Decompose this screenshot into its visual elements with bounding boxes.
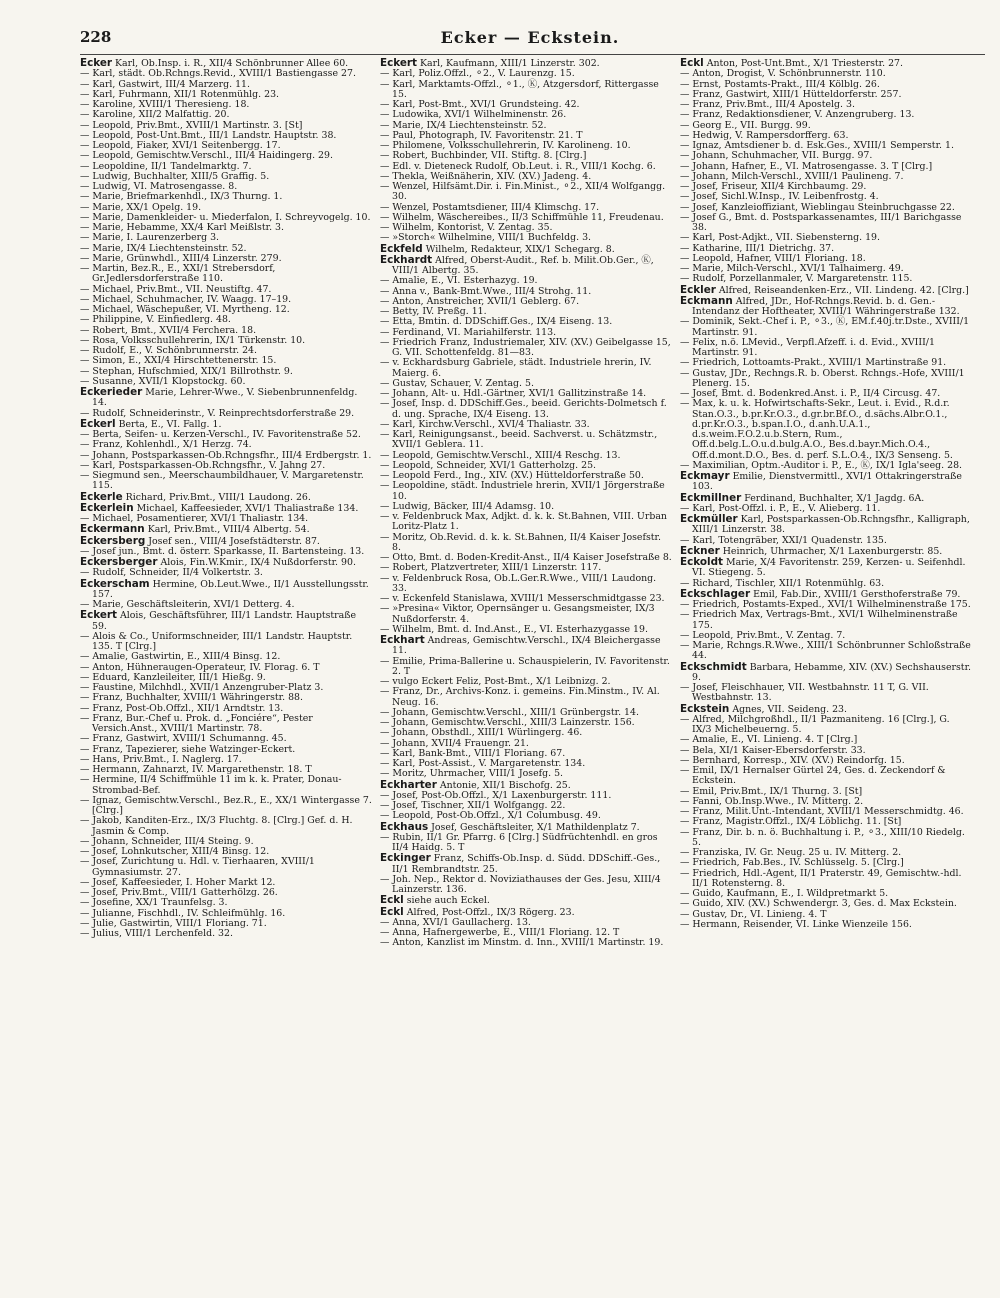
entry-text: — Johann, Schuhmacher, VII. Burgg. 97. (680, 150, 873, 162)
entry-text: — Robert, Buchbinder, VII. Stiftg. 8. [Clrg.] (380, 150, 587, 162)
entry-text: — Georg E., VII. Burgg. 99. (680, 119, 811, 131)
entry-text: — Josef G., Bmt. d. Postsparkassenamtes, III/1 Barichgasse 38. (680, 211, 962, 233)
entry-text: — Alfred, Milchgroßhdl., II/1 Pazmaniteng. 16 [Clrg.], G. IX/3 Michelbeuerng. 5. (680, 713, 950, 735)
entry-text: — Hermann, Zahnarzt, IV. Margarethenstr. 18. T (80, 764, 312, 775)
entry-text: Alois, Fin.W.Kmir., IX/4 Nußdorferstr. 90. (160, 557, 356, 568)
directory-entry (80, 264, 372, 285)
entry-text: — Marie, IX/4 Liechtensteinstr. 52. (380, 119, 547, 131)
entry-surname: Eckl (380, 894, 404, 907)
entry-surname: Eckerlein (80, 501, 134, 514)
directory-entry (380, 895, 672, 906)
entry-text: — Gustav, Dr., VI. Linieng. 4. T (680, 908, 827, 920)
entry-text: — Faustine, Milchhdl., XVII/1 Anzengruber-Platz 3. (80, 682, 324, 693)
entry-text: Andreas, Gemischtw.Verschl., IX/4 Bleichergasse 11. (392, 635, 661, 657)
entry-text: siehe auch Eckel. (406, 895, 490, 907)
entry-text: Josef, Geschäftsleiter, X/1 Mathildenplatz 7. (431, 821, 640, 833)
entry-text: Karl, Postsparkassen-Ob.Rchngsfhr., Kalligraph, XIII/1 Linzerstr. 38. (692, 514, 970, 536)
entry-text: — Leopold, Post-Unt.Bmt., III/1 Landstr. Hauptstr. 38. (80, 129, 337, 141)
entry-text: — Katharine, III/1 Dietrichg. 37. (680, 242, 835, 254)
entry-text: — Amalie, Gastwirtin, E., XIII/4 Binsg. 12. (80, 651, 281, 663)
entry-text: Antonie, XII/1 Bischofg. 25. (439, 779, 571, 791)
entry-text: — Anton, Kanzlist im Minstm. d. Inn., XVIII/1 Martinstr. 19. (380, 937, 664, 949)
entry-surname: Eckerl (80, 417, 116, 430)
directory-entry (380, 938, 672, 948)
running-head: Ecker — Eckstein. (440, 28, 620, 47)
directory-entry (80, 929, 372, 939)
entry-text: Wilhelm, Redakteur, XIX/1 Schegarg. 8. (425, 243, 615, 255)
entry-text: — Johann, Milch-Verschl., XVIII/1 Paulineng. 7. (680, 170, 904, 182)
entry-text: — Karl, Post-Adjkt., VII. Siebensterng. 19. (680, 232, 880, 244)
directory-entry (80, 579, 372, 601)
entry-surname: Eckerle (80, 490, 123, 503)
entry-text: — Marie, Briefmarkenhdl., IX/3 Thurng. 1. (80, 191, 283, 203)
directory-entry (380, 399, 672, 420)
entry-text: — Friedrich Max, Vertrags-Bmt., XVI/1 Wilhelminenstraße 175. (680, 609, 958, 631)
entry-text: — Robert, Platzvertreter, XIII/1 Linzerstr. 117. (380, 562, 602, 574)
entry-text: — Karl, Marktamts-Offzl., ⚬1., Ⓚ, Atzgersdorf, Rittergasse 15. (380, 78, 659, 100)
entry-text: Karl, Priv.Bmt., VIII/4 Albertg. 54. (147, 524, 310, 536)
entry-text: — Franz, Bur.-Chef u. Prok. d. „Fonciére“, Pester Versich.Anst., XVIII/1 Martinstr. 78. (80, 712, 313, 734)
entry-text: — Leopoldine, II/1 Tandelmarktg. 7. (80, 160, 252, 172)
entry-text: — Franz, Milit.Unt.-Intendant, XVIII/1 Messerschmidtg. 46. (680, 806, 964, 817)
entry-text: — Josef, Sichl.W.Insp., IV. Leibenfrostg. 4. (680, 191, 879, 203)
directory-entry (680, 557, 972, 579)
directory-entry (380, 233, 672, 243)
entry-text: — Franz, Dir. b. n. ö. Buchhaltung i. P., ⚬3., XIII/10 Riedelg. 5. (680, 826, 965, 848)
entry-text: — Karl, Post-Assist., V. Margaretenstr. 134. (380, 758, 586, 769)
directory-entry (380, 80, 672, 101)
directory-entry (680, 399, 972, 461)
entry-text: — Philippine, V. Einfiedlerg. 48. (80, 314, 231, 326)
entry-text: — Amalie, E., VI. Linieng. 4. T [Clrg.] (680, 734, 858, 746)
entry-text: — Rudolf, E., V. Schönbrunnerstr. 24. (80, 345, 257, 356)
entry-text: — Karl, Post-Offzl. i. P., E., V. Alieberg. 11. (680, 502, 881, 514)
entry-text: — Franz, Dr., Archivs-Konz. i. gemeins. Fin.Minstm., IV. Al. Neug. 16. (380, 686, 660, 708)
entry-text: — Emil, IX/1 Hernalser Gürtel 24, Ges. d. Zeckendorf & Eckstein. (680, 765, 946, 787)
column-3 (680, 58, 972, 1283)
directory-entry (680, 683, 972, 704)
entry-text: — Otto, Bmt. d. Boden-Kredit-Anst., II/4 Kaiser Josefstraße 8. (380, 552, 672, 563)
entry-text: — Franz, Priv.Bmt., III/4 Apostelg. 3. (680, 99, 855, 110)
entry-text: Michael, Kaffeesieder, XVI/1 Thaliastraße 134. (136, 502, 359, 514)
entry-surname: Eckschlager (680, 587, 751, 600)
directory-entry (80, 632, 372, 653)
entry-text: — Hans, Priv.Bmt., I. Naglerg. 17. (80, 753, 242, 765)
directory-entry (680, 471, 972, 493)
entry-text: — Ignaz, Amtsdiener b. d. Esk.Ges., XVIII/1 Semperstr. 1. (680, 140, 954, 151)
directory-entry (80, 610, 372, 632)
entry-text: Alfred, JDr., Hof-Rchngs.Revid. b. d. Gen.-Intendanz der Hoftheater, XVIII/1 Währingerstraße 132. (692, 295, 960, 317)
entry-text: Agnes, VII. Seideng. 23. (732, 703, 848, 715)
directory-entry (380, 481, 672, 502)
entry-text: — Leopold Ferd., Ing., XIV. (XV.) Hütteldorferstraße 50. (380, 470, 644, 481)
entry-text: — Leopold, Fiaker, XVI/1 Seitenbergg. 17. (80, 140, 281, 151)
entry-text: — Martin, Bez.R., E., XXI/1 Strebersdorf, Gr.Jedlersdorferstraße 110. (80, 263, 276, 285)
entry-surname: Eckl (680, 58, 704, 69)
entry-text: — Franz, Tapezierer, siehe Watzinger-Eckert. (80, 743, 296, 755)
entry-text: — Karl, Post-Bmt., XVI/1 Grundsteing. 42. (380, 99, 580, 110)
entry-text: — Marie, Grünwhdl., XIII/4 Linzerstr. 279. (80, 252, 282, 264)
entry-text: — Josef, Insp. d. DDSchiff.Ges., beeid. Gerichts-Dolmetsch f. d. ung. Sprache, IX/4 Eiseng. 13. (380, 398, 667, 420)
entry-text: Ferdinand, Buchhalter, X/1 Jagdg. 6A. (744, 492, 925, 504)
entry-text: — Johann, Schneider, III/4 Steing. 9. (80, 835, 254, 847)
directory-entry (680, 920, 972, 930)
entry-text: Anton, Post-Unt.Bmt., X/1 Triesterstr. 27. (706, 58, 903, 69)
entry-text: — Ludwig, Bäcker, III/4 Adamsg. 10. (380, 500, 555, 512)
entry-text: — Anna, XVI/1 Gaullacherg. 13. (380, 916, 531, 928)
entry-surname: Eckstein (680, 702, 730, 715)
entry-text: — Johann, Obsthdl., XIII/1 Würlingerg. 46. (380, 727, 583, 739)
entry-text: — Josef, Lohnkutscher, XIII/4 Binsg. 12. (80, 846, 270, 857)
directory-entry (680, 869, 972, 890)
entry-text: — Wilhelm, Bmt. d. Ind.Anst., E., VI. Esterhazygasse 19. (380, 623, 648, 635)
entry-text: — v. Eckenfeld Stanislawa, XVIII/1 Messerschmidtgasse 23. (380, 593, 665, 604)
entry-surname: Eckharter (380, 778, 437, 791)
entry-text: — Josef, Zurichtung u. Hdl. v. Tierhaaren, XVIII/1 Gymnasiumstr. 27. (80, 856, 315, 878)
entry-text: — Leopold, Post-Ob.Offzl., X/1 Columbusg. 49. (380, 810, 601, 822)
entry-text: Alfred, Post-Offzl., IX/3 Rögerg. 23. (406, 906, 575, 918)
directory-columns (80, 58, 985, 1283)
entry-text: — Anna, Hafnergewerbe, E., VIII/1 Floriang. 12. T (380, 927, 620, 938)
entry-surname: Ecker (80, 58, 113, 69)
entry-text: — Marie, Hebamme, XX/4 Karl Meißlstr. 3. (80, 222, 284, 233)
directory-entry (380, 182, 672, 203)
entry-surname: Eckerieder (80, 386, 143, 398)
entry-text: — Marie, IX/4 Liechtensteinstr. 52. (80, 242, 247, 254)
entry-text: — Maximilian, Optm.-Auditor i. P., E., Ⓚ, IX/1 Igla'seeg. 28. (680, 459, 963, 471)
entry-surname: Eckner (680, 544, 720, 557)
page-number: 228 (80, 28, 112, 46)
directory-entry (680, 536, 972, 546)
entry-text: Marie, Lehrer-Wwe., V. Siebenbrunnenfeldg. 14. (92, 387, 358, 409)
directory-entry (80, 387, 372, 409)
entry-text: — Gustav, JDr., Rechngs.R. b. Oberst. Rchngs.-Hofe, XVIII/1 Plenerg. 15. (680, 367, 965, 389)
directory-entry (380, 255, 672, 277)
entry-text: — Marie, Damenkleider- u. Miederfalon, I. Schreyvogelg. 10. (80, 211, 371, 223)
entry-text: — Edl. v. Dieteneck Rudolf, Ob.Leut. i. R., VIII/1 Kochg. 6. (380, 160, 656, 172)
entry-text: — Guido, XIV. (XV.) Schwendergr. 3, Ges. d. Max Eckstein. (680, 898, 957, 910)
entry-text: — v. Eckhardsburg Gabriele, städt. Industriele hrerin, IV. Maierg. 6. (380, 357, 652, 379)
directory-entry (680, 369, 972, 390)
entry-text: — Ludwig, Buchhalter, XIII/5 Graffig. 5. (80, 170, 270, 182)
directory-entry (680, 641, 972, 662)
directory-entry (380, 533, 672, 554)
entry-text: — Rudolf, Porzellanmaler, V. Margaretenstr. 115. (680, 273, 913, 285)
entry-text: — Friedrich Franz, Industriemaler, XIV. (XV.) Geibelgasse 15, G. VII. Schottenfeldg. 81—83. (380, 336, 671, 358)
entry-surname: Eckermann (80, 523, 145, 536)
entry-text: — Karl, Postsparkassen-Ob.Rchngsfhr., V. Jahng 27. (80, 459, 326, 471)
directory-entry (380, 574, 672, 595)
entry-text: — Emilie, Prima-Ballerine u. Schauspielerin, IV. Favoritenstr. 2. T (380, 655, 670, 677)
entry-text: — Siegmund sen., Meerschaumbildhauer, V. Margaretenstr. 115. (80, 470, 364, 492)
entry-text: — vulgo Eckert Feliz, Post-Bmt., X/1 Leibnizg. 2. (380, 676, 611, 687)
entry-text: Berta, E., VI. Fallg. 1. (118, 418, 222, 430)
directory-entry (80, 796, 372, 817)
directory-entry (680, 274, 972, 284)
directory-entry (380, 853, 672, 875)
entry-text: — Ignaz, Gemischtw.Verschl., Bez.R., E., XX/1 Wintergasse 7. [Clrg.] (80, 794, 372, 816)
entry-text: — Josef, Bmt. d. Bodenkred.Anst. i. P., II/4 Circusg. 47. (680, 388, 941, 399)
entry-text: — Karl, Poliz.Offzl., ⚬2., V. Laurenzg. 15. (380, 68, 575, 80)
entry-text: — »Storch« Wilhelmine, VIII/1 Buchfeldg. 3. (380, 232, 592, 244)
entry-text: — Friedrich, Lottoamts-Prakt., XVIII/1 Martinstraße 91. (680, 357, 947, 369)
entry-text: — Michael, Wäschepußer, VI. Myrtheng. 12. (80, 304, 290, 315)
entry-text: — Hermann, Reisender, VI. Linke Wienzeile 156. (680, 918, 912, 930)
entry-text: — Julianne, Fischhdl., IV. Schleifmühlg. 16. (80, 907, 286, 919)
entry-text: — Johann, Gemischtw.Verschl., XIII/3 Lainzerstr. 156. (380, 717, 635, 728)
entry-text: — Ferdinand, VI. Mariahilferstr. 113. (380, 326, 557, 338)
entry-text: — Josef, Post-Ob.Offzl., X/1 Laxenburgerstr. 111. (380, 789, 612, 801)
entry-text: — Berta, Seifen- u. Kerzen-Verschl., IV. Favoritenstraße 52. (80, 429, 361, 440)
entry-text: — Franz, Gastwirt, XIII/1 Hütteldorferstr. 257. (680, 88, 902, 100)
entry-text: — Karoline, XVIII/1 Theresieng. 18. (80, 99, 250, 110)
entry-text: — Moritz, Uhrmacher, VIII/1 Josefg. 5. (380, 768, 564, 780)
entry-surname: Eckl (380, 905, 404, 918)
entry-text: — Wilhelm, Wäschereibes., II/3 Schiffmühle 11, Freudenau. (380, 211, 664, 223)
entry-surname: Eckfeld (380, 242, 423, 255)
entry-surname: Eckersberger (80, 556, 158, 568)
entry-text: — Anton, Hühneraugen-Operateur, IV. Florag. 6. T (80, 661, 320, 673)
entry-text: Karl, Ob.Insp. i. R., XII/4 Schönbrunner Allee 60. (115, 58, 349, 69)
entry-text: — Bernhard, Korresp., XIV. (XV.) Reindorfg. 15. (680, 754, 905, 766)
entry-text: — Josef, Kaffeesieder, I. Hoher Markt 12. (80, 876, 276, 888)
entry-text: — Josef, Fleischhauer, VII. Westbahnstr. 11 T, G. VII. Westbahnstr. 13. (680, 682, 929, 704)
entry-text: — Gustav, Schauer, V. Zentag. 5. (380, 377, 534, 389)
entry-text: Alois, Geschäftsführer, III/1 Landstr. Hauptstraße 59. (92, 610, 357, 632)
entry-text: — Simon, E., XXI/4 Hirschtettenerstr. 15. (80, 355, 277, 367)
entry-text: Alfred, Oberst-Audit., Ref. b. Milit.Ob.Ger., Ⓚ, VIII/1 Albertg. 35. (392, 254, 654, 276)
entry-text: — Bela, XI/1 Kaiser-Ebersdorferstr. 33. (680, 744, 866, 756)
entry-text: Franz, Schiffs-Ob.Insp. d. Südd. DDSchiff.-Ges., II/1 Rembrandtstr. 25. (392, 853, 661, 875)
entry-text: — Marie, Geschäftsleiterin, XVI/1 Detterg. 4. (80, 599, 295, 610)
entry-text: — Josef, Kanzleioffiziant, Wieblingau Steinbruchgasse 22. (680, 201, 955, 213)
directory-entry (680, 338, 972, 359)
entry-text: — Josef, Tischner, XII/1 Wolfgangg. 22. (380, 800, 566, 811)
entry-text: — Amalie, E., VI. Esterhazyg. 19. (380, 275, 538, 287)
directory-entry (680, 766, 972, 787)
entry-text: Emilie, Dienstvermittl., XVI/1 Ottakringerstraße 103. (692, 471, 962, 493)
entry-text: — Marie, I. Laurenzerberg 3. (80, 232, 220, 244)
entry-text: — Leopold, Schneider, XVI/1 Gatterholzg. 25. (380, 459, 597, 471)
entry-surname: Eckschmidt (680, 660, 747, 673)
entry-text: Emil, Fab.Dir., XVIII/1 Gersthoferstraße 79. (753, 588, 961, 600)
entry-text: — Michael, Priv.Bmt., VII. Neustiftg. 47. (80, 283, 272, 295)
entry-text: — Paul, Photograph, IV. Favoritenstr. 21. T (380, 129, 583, 141)
directory-entry (680, 662, 972, 684)
entry-surname: Eckersberg (80, 534, 146, 547)
entry-text: — Joh. Nep., Rektor d. Noviziathauses der Ges. Jesu, XIII/4 Lainzerstr. 136. (380, 873, 661, 895)
entry-text: — Rudolf, Schneiderinstr., V. Reinprechtsdorferstraße 29. (80, 407, 355, 419)
entry-surname: Eckmüller (680, 513, 738, 525)
entry-text: Richard, Priv.Bmt., VIII/1 Laudong. 26. (125, 491, 311, 503)
entry-text: — Franz, Redaktionsdiener, V. Anzengruberg. 13. (680, 109, 915, 121)
entry-text: — Josef, Friseur, XII/4 Kirchbaumg. 29. (680, 181, 867, 192)
entry-text: — Wilhelm, Kontorist, V. Zentag. 35. (380, 222, 553, 233)
directory-entry (80, 816, 372, 837)
entry-text: — Johann, XVII/4 Frauengr. 21. (380, 737, 529, 749)
entry-text: Karl, Kaufmann, XIII/1 Linzerstr. 302. (420, 58, 600, 69)
entry-text: — Julius, VIII/1 Lerchenfeld. 32. (80, 928, 233, 939)
entry-text: — Franz, Magistr.Offzl., IX/4 Löblichg. 11. [St] (680, 816, 902, 828)
directory-entry (80, 600, 372, 610)
directory-entry (80, 775, 372, 796)
header-rule (80, 54, 985, 55)
entry-text: — Marie, XX/1 Opelg. 19. (80, 201, 202, 213)
entry-text: — Rudolf, Schneider, II/4 Volkertstr. 3. (80, 567, 263, 579)
entry-surname: Eckmayr (680, 470, 730, 482)
directory-entry (380, 338, 672, 359)
entry-text: — Johann, Alt- u. Hdl.-Gärtner, XVI/1 Gallitzinstraße 14. (380, 388, 647, 399)
entry-surname: Eckhart (380, 634, 425, 646)
directory-entry (680, 715, 972, 736)
entry-text: — Leopold, Priv.Bmt., V. Zentag. 7. (680, 629, 846, 641)
directory-entry (380, 875, 672, 896)
column-2 (380, 58, 672, 1283)
entry-text: — Karl, Totengräber, XXI/1 Quadenstr. 135. (680, 534, 887, 546)
entry-surname: Eckinger (380, 852, 431, 865)
entry-text: — Franz, Buchhalter, XVIII/1 Währingerstr. 88. (80, 692, 303, 704)
directory-entry (380, 358, 672, 379)
column-1 (80, 58, 372, 1283)
entry-text: — Leopoldine, städt. Industriele hrerin, XVII/1 Jörgerstraße 10. (380, 480, 665, 502)
directory-entry (680, 514, 972, 536)
entry-text: — Karl, Reinigungsanst., beeid. Sachverst. u. Schätzmstr., XVII/1 Geblera. 11. (380, 429, 658, 451)
directory-entry (680, 546, 972, 557)
entry-text: Alfred, Reiseandenken-Erz., VII. Lindeng. 42. [Clrg.] (718, 284, 969, 296)
entry-text: — Richard, Tischler, XII/1 Rotenmühlg. 63. (680, 577, 885, 589)
directory-entry (80, 714, 372, 735)
entry-surname: Eckmillner (680, 491, 742, 504)
entry-text: — Wenzel, Hilfsämt.Dir. i. Fin.Minist., ⚬2., XII/4 Wolfgangg. 30. (380, 181, 666, 203)
entry-text: — Friedrich, Hdl.-Agent, II/1 Praterstr. 49, Gemischtw.-hdl. II/1 Rotensterng. 8. (680, 867, 962, 889)
entry-text: — Anton, Anstreicher, XVII/1 Geblerg. 67. (380, 295, 580, 307)
entry-text: — Ludwig, VI. Matrosengasse. 8. (80, 181, 238, 192)
entry-text: — Julie, Gastwirtin, VIII/1 Floriang. 71. (80, 917, 267, 929)
directory-entry (680, 213, 972, 234)
entry-text: — Hermine, II/4 Schiffmühle 11 im k. k. Prater, Donau-Strombad-Bef. (80, 774, 342, 796)
entry-text: — Karl, Fuhrmann, XII/1 Rotenmühlg. 23. (80, 88, 280, 100)
entry-text: — Michael, Posamentierer, XVI/1 Thaliastr. 134. (80, 513, 309, 524)
entry-text: — Dominik, Sekt.-Chef i. P., ⚬3., Ⓚ, EM.f.40j.tr.Dste., XVIII/1 Martinstr. 91. (680, 316, 970, 338)
entry-text: — Philomene, Volksschullehrerin, IV. Karolineng. 10. (380, 140, 631, 151)
entry-surname: Eckler (680, 283, 716, 296)
entry-text: — Johann, Postsparkassen-Ob.Rchngsfhr., III/4 Erdbergstr. 1. (80, 449, 372, 461)
entry-text: — Ernst, Postamts-Prakt., III/4 Kölblg. 26. (680, 78, 880, 90)
entry-text: — Friedrich, Postamts-Exped., XVI/1 Wilhelminenstraße 175. (680, 599, 971, 610)
entry-text: Josef sen., VIII/4 Josefstädterstr. 87. (148, 535, 320, 547)
entry-text: Marie, X/4 Favoritenstr. 259, Kerzen- u. Seifenhdl. VI. Stiegeng. 5. (692, 557, 966, 579)
page-header (80, 28, 980, 52)
entry-text: — Josefine, XX/1 Traunfelsg. 3. (80, 897, 228, 909)
entry-text: — Johann, Gemischtw.Verschl., XIII/1 Grünbergstr. 14. (380, 706, 639, 718)
entry-text: — Leopold, Hafner, VIII/1 Floriang. 18. (680, 252, 866, 264)
entry-surname: Eckert (80, 609, 118, 622)
entry-text: — Marie, Rchngs.R.Wwe., XIII/1 Schönbrunner Schloßstraße 44. (680, 640, 971, 662)
entry-text: — Karl, Gastwirt, III/4 Marzerg. 11. (80, 78, 250, 90)
entry-text: Barbara, Hebamme, XIV. (XV.) Sechshauserstr. 9. (692, 661, 972, 683)
directory-entry (680, 610, 972, 631)
entry-text: — Anton, Drogist, V. Schönbrunnerstr. 110. (680, 68, 886, 80)
entry-surname: Eckerscham (80, 577, 150, 590)
entry-text: — Rubin, II/1 Gr. Pfarrg. 6 [Clrg.] Südfrüchtenhdl. en gros II/4 Haidg. 5. T (380, 831, 658, 853)
directory-entry (380, 512, 672, 533)
entry-text: — Franziska, IV. Gr. Neug. 25 u. IV. Mitterg. 2. (680, 847, 902, 858)
entry-text: — Robert, Bmt., XVII/4 Ferchera. 18. (80, 324, 257, 336)
entry-text: — Josef jun., Bmt. d. österr. Sparkasse, II. Bartensteing. 13. (80, 545, 365, 557)
entry-text: — v. Feldenbruck Rosa, Ob.L.Ger.R.Wwe., VIII/1 Laudong. 33. (380, 572, 657, 594)
entry-text: — Karl, Bank-Bmt., VIII/1 Floriang. 67. (380, 747, 566, 759)
entry-text: — Hedwig, V. Rampersdorfferg. 63. (680, 129, 849, 141)
entry-surname: Eckoldt (680, 556, 723, 568)
entry-text: — Leopold, Priv.Bmt., XVIII/1 Martinstr. 3. [St] (80, 119, 303, 131)
entry-text: — Max, k. u. k. Hofwirtschafts-Sekr., Leut. i. Evid., R.d.r. Stan.O.3., b.pr.Kr.O.3., d.gr.br.Bf.O., d.sächs.Albr.O.1., d.pr.Kr.O.3., b.span.I.O., d.anh.U.A.1., d.s.weim.F.O.2.u.b.Stern, Rum., Off.d.belg.L.O.u.d.bulg.A.O., Bes.d.bayr.Mich.O.4., Off.d.mont.D.O., Bes. d. perf. S.L.O.4., IX/3 Senseng. 5. (680, 398, 953, 461)
entry-text: — Anna v., Bank-Bmt.Wwe., III/4 Strohg. 11. (380, 285, 592, 297)
directory-entry (80, 409, 372, 419)
directory-entry (80, 471, 372, 492)
entry-surname: Eckhardt (380, 253, 433, 266)
entry-text: — Karoline, XII/2 Malfattig. 20. (80, 109, 230, 121)
entry-text: — Johann, Hafner, E., VI. Matrosengasse. 3. T [Clrg.] (680, 160, 933, 172)
entry-text: — Franz, Kohlenhdl., X/1 Herzg. 74. (80, 439, 252, 451)
entry-text: — Karl, Kirchw.Verschl., XVI/4 Thaliastr. 33. (380, 418, 590, 430)
entry-text: — Friedrich, Fab.Bes., IV. Schlüsselg. 5. [Clrg.] (680, 857, 904, 869)
directory-entry (680, 828, 972, 849)
directory-entry (380, 430, 672, 451)
entry-text: — Karl, städt. Ob.Rchngs.Revid., XVIII/1 Bastiengasse 27. (80, 68, 356, 80)
entry-text: — Franz, Post-Ob.Offzl., XII/1 Arndtstr. 13. (80, 702, 284, 714)
directory-entry (680, 296, 972, 318)
directory-entry (380, 833, 672, 854)
entry-text: — Ludowika, XVI/1 Wilhelminenstr. 26. (380, 109, 567, 121)
entry-text: — Jakob, Kanditen-Erz., IX/3 Fluchtg. 8. [Clrg.] Gef. d. H. Jasmin & Comp. (80, 815, 353, 837)
entry-text: — Thekla, Weißnäherin, XIV. (XV.) Jadeng. 4. (380, 170, 592, 182)
entry-text: — Guido, Kaufmann, E., I. Wildpretmarkt 5. (680, 888, 889, 899)
entry-text: — Marie, Milch-Verschl., XVI/1 Talhaimerg. 49. (680, 263, 904, 274)
entry-text: Heinrich, Uhrmacher, X/1 Laxenburgerstr. 85. (722, 545, 943, 557)
entry-text: Hermine, Ob.Leut.Wwe., II/1 Ausstellungsstr. 157. (92, 578, 369, 600)
directory-entry (380, 657, 672, 678)
entry-text: — Wenzel, Postamtsdiener, III/4 Klimschg. 17. (380, 201, 600, 213)
entry-text: — Leopold, Gemischtw.Verschl., III/4 Haidingerg. 29. (80, 150, 333, 162)
entry-text: — Susanne, XVII/1 Klopstockg. 60. (80, 375, 246, 387)
entry-surname: Eckmann (680, 294, 733, 307)
entry-surname: Eckert (380, 58, 418, 69)
entry-text: — Emil, Priv.Bmt., IX/1 Thurng. 3. [St] (680, 785, 863, 797)
directory-entry (380, 604, 672, 625)
entry-text: — v. Feldenbruck Max, Adjkt. d. k. k. St.Bahnen, VIII. Urban Loritz-Platz 1. (380, 511, 667, 533)
entry-text: — Felix, n.ö. LMevid., Verpfl.Afzeff. i. d. Evid., XVIII/1 Martinstr. 91. (680, 336, 935, 358)
entry-text: — Leopold, Gemischtw.Verschl., XIII/4 Reschg. 13. (380, 449, 621, 461)
entry-text: — Moritz, Ob.Revid. d. k. k. St.Bahnen, II/4 Kaiser Josefstr. 8. (380, 531, 661, 553)
entry-text: — Fanni, Ob.Insp.Wwe., IV. Mitterg. 2. (680, 795, 864, 807)
entry-text: — Michael, Schuhmacher, IV. Waagg. 17–19. (80, 293, 292, 305)
directory-entry (680, 317, 972, 338)
entry-text: — Eduard, Kanzleileiter, III/1 Hießg. 9. (80, 671, 266, 683)
entry-text: — Betty, IV. Preßg. 11. (380, 306, 487, 317)
entry-text: — Stephan, Hufschmied, XIX/1 Billrothstr. 9. (80, 365, 293, 377)
entry-text: — »Presina« Viktor, Opernsänger u. Gesangsmeister, IX/3 Nußdorferstr. 4. (380, 603, 655, 625)
entry-text: — Etta, Bmtin. d. DDSchiff.Ges., IX/4 Eiseng. 13. (380, 316, 613, 328)
entry-surname: Eckhaus (380, 820, 429, 833)
directory-entry (80, 857, 372, 878)
directory-entry (380, 635, 672, 657)
entry-text: — Rosa, Volksschullehrerin, IX/1 Türkenstr. 10. (80, 334, 306, 346)
entry-text: — Franz, Gastwirt, XVIII/1 Schumanng. 45. (80, 733, 287, 745)
directory-entry (380, 687, 672, 708)
entry-text: — Josef, Priv.Bmt., VIII/1 Gatterhölzg. 26. (80, 887, 278, 898)
entry-text: — Alois & Co., Uniformschneider, III/1 Landstr. Hauptstr. 135. T [Clrg.] (80, 630, 353, 652)
